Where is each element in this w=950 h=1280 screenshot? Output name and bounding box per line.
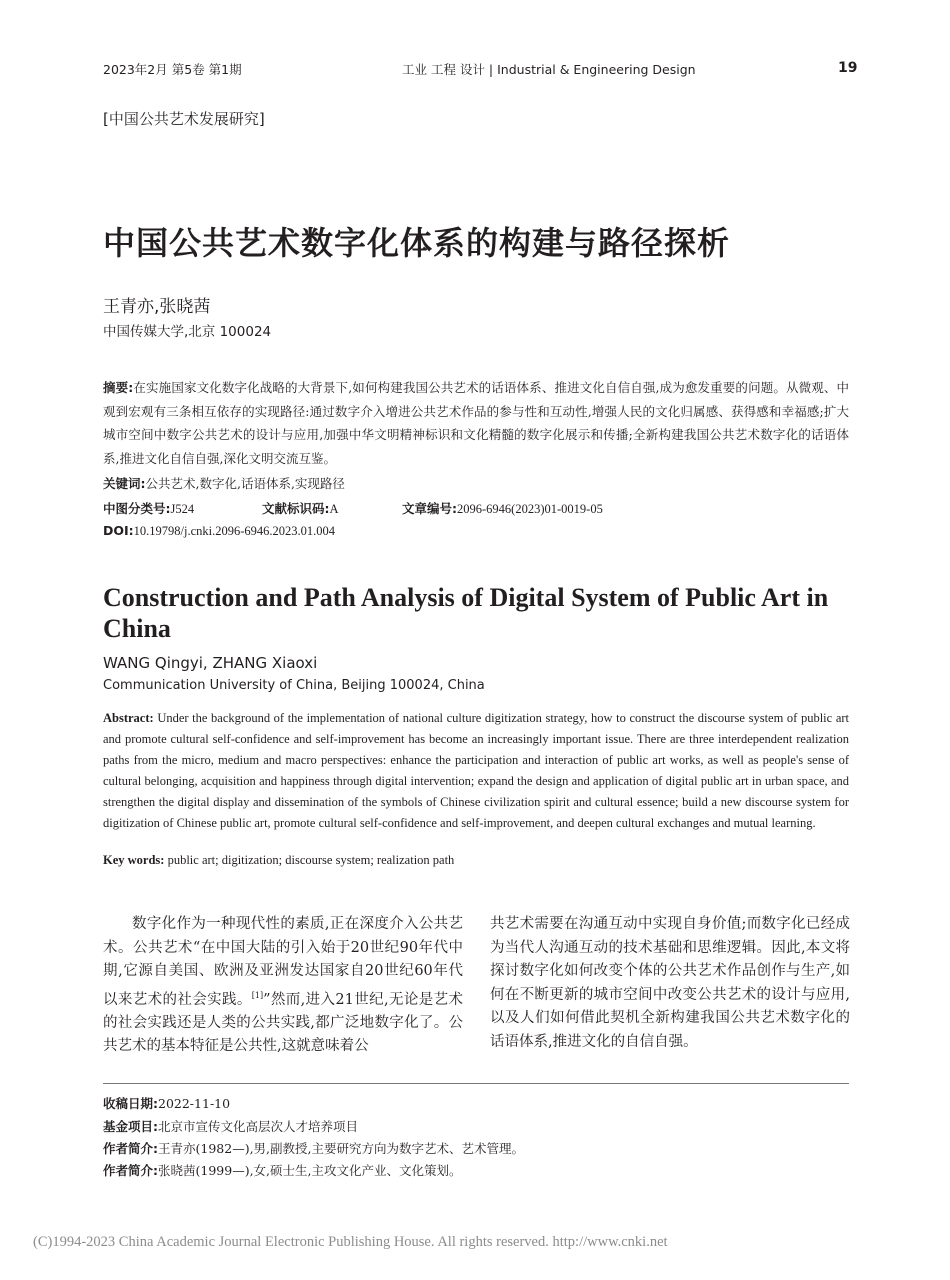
authors-en: WANG Qingyi, ZHANG Xiaoxi <box>103 654 318 672</box>
keywords-cn <box>103 474 345 492</box>
footnote-text: 张晓茜(1999—),女,硕士生,主攻文化产业、文化策划。 <box>158 1163 462 1178</box>
document-code <box>262 499 339 517</box>
keywords-en-text: public art; digitization; discourse system; realization path <box>167 853 455 867</box>
page-number: 19 <box>838 60 858 76</box>
affiliation-en: Communication University of China, Beijing 100024, China <box>103 678 485 693</box>
doc-code-value: A <box>329 502 339 516</box>
footnote-label: 基金项目: <box>103 1119 158 1134</box>
footnote-author-1 <box>103 1139 524 1157</box>
body-left-text-1: 数字化作为一种现代性的素质,正在深度介入公共艺术。公共艺术“在中国大陆的引入始于20世纪90年代中期,它源自美国、欧洲及亚洲发达国家自20世纪60年代以来艺术的社会实践。 <box>103 916 463 1008</box>
footnote-label: 作者简介: <box>103 1163 158 1178</box>
copyright-notice: (C)1994-2023 China Academic Journal Electronic Publishing House. All rights reserved. http://www.cnki.net <box>33 1234 668 1250</box>
body-left-text-2: ”然而,进入21世纪,无论是艺术的社会实践还是人类的公共实践,都广泛地数字化了。公共艺术的基本特征是公共性,这就意味着公 <box>103 991 463 1055</box>
column-tag: [中国公共艺术发展研究] <box>103 110 265 128</box>
abstract-en <box>103 708 849 834</box>
footnote-text: 2022-11-10 <box>158 1096 231 1111</box>
footnote-text: 北京市宣传文化高层次人才培养项目 <box>158 1119 359 1134</box>
doi-value: 10.19798/j.cnki.2096-6946.2023.01.004 <box>133 524 336 538</box>
footnote-divider <box>103 1083 849 1084</box>
keywords-en <box>103 853 454 868</box>
doc-code-label: 文献标识码: <box>262 501 330 516</box>
abstract-en-text: Under the background of the implementation of national culture digitization strategy, how to construct the discourse system of public art and promote cultural self-confidence and self-improvement has become an increasingly important issue. There are three interdependent realization paths from the micro, medium and macro perspectives: enhance the participation and interaction of public art works, as well as people's sense of cultural belonging, acquisition and happiness through digital intervention; expand the design and application of digital public art in urban space, and strengthen the digital display and dissemination of the symbols of Chinese civilization spirit and cultural essence; build a new discourse system for digitization of Chinese public art, promote cultural self-confidence and self-improvement, and deepen cultural exchanges and mutual learning. <box>103 711 850 830</box>
body-left-column <box>103 913 463 1059</box>
header-journal: 工业 工程 设计 | Industrial & Engineering Design <box>402 62 696 77</box>
abstract-cn-text: 在实施国家文化数字化战略的大背景下,如何构建我国公共艺术的话语体系、推进文化自信自强,成为愈发重要的问题。从微观、中观到宏观有三条相互依存的实现路径:通过数字介入增进公共艺术作品的参与性和互动性,增强人民的文化归属感、获得感和幸福感;扩大城市空间中数字公共艺术的设计与应用,加强中华文明精神标识和文化精髓的数字化展示和传播;全新构建我国公共艺术数字化的话语体系,推进文化自信自强,深化文明交流互鉴。 <box>103 380 850 466</box>
title-cn: 中国公共艺术数字化体系的构建与路径探析 <box>103 224 731 262</box>
doi <box>103 523 335 539</box>
header-issue: 2023年2月 第5卷 第1期 <box>103 62 242 77</box>
abstract-en-label: Abstract: <box>103 711 154 725</box>
footnote-label: 作者简介: <box>103 1141 158 1156</box>
article-number <box>402 499 603 517</box>
article-number-value: 2096-6946(2023)01-0019-05 <box>457 502 603 516</box>
doi-label: DOI: <box>103 523 134 538</box>
keywords-cn-label: 关键词: <box>103 476 146 491</box>
footnote-funding <box>103 1117 358 1135</box>
clc-number <box>103 499 194 517</box>
body-right-column: 共艺术需要在沟通互动中实现自身价值;而数字化已经成为当代人沟通互动的技术基础和思维逻辑。因此,本文将探讨数字化如何改变个体的公共艺术作品创作与生产,如何在不断更新的城市空间中改变公共艺术的设计与应用,以及人们如何借此契机全新构建我国公共艺术数字化的话语体系,推进文化的自信自强。 <box>490 916 850 1050</box>
footnote-text: 王青亦(1982—),男,副教授,主要研究方向为数字艺术、艺术管理。 <box>158 1141 524 1156</box>
keywords-en-label: Key words: <box>103 853 165 867</box>
abstract-cn-label: 摘要: <box>103 380 134 395</box>
footnote-label: 收稿日期: <box>103 1096 158 1111</box>
keywords-cn-text: 公共艺术,数字化,话语体系,实现路径 <box>145 476 345 491</box>
footnote-author-2 <box>103 1161 462 1179</box>
citation-marker: [1] <box>251 990 264 1000</box>
abstract-cn <box>103 376 849 470</box>
clc-value: J524 <box>170 502 195 516</box>
article-number-label: 文章编号: <box>402 501 457 516</box>
authors-cn: 王青亦,张晓茜 <box>103 297 211 317</box>
title-en: Construction and Path Analysis of Digital System of Public Art in China <box>103 583 829 643</box>
clc-label: 中图分类号: <box>103 501 171 516</box>
affiliation-cn: 中国传媒大学,北京 100024 <box>103 324 272 340</box>
footnote-received <box>103 1094 230 1112</box>
